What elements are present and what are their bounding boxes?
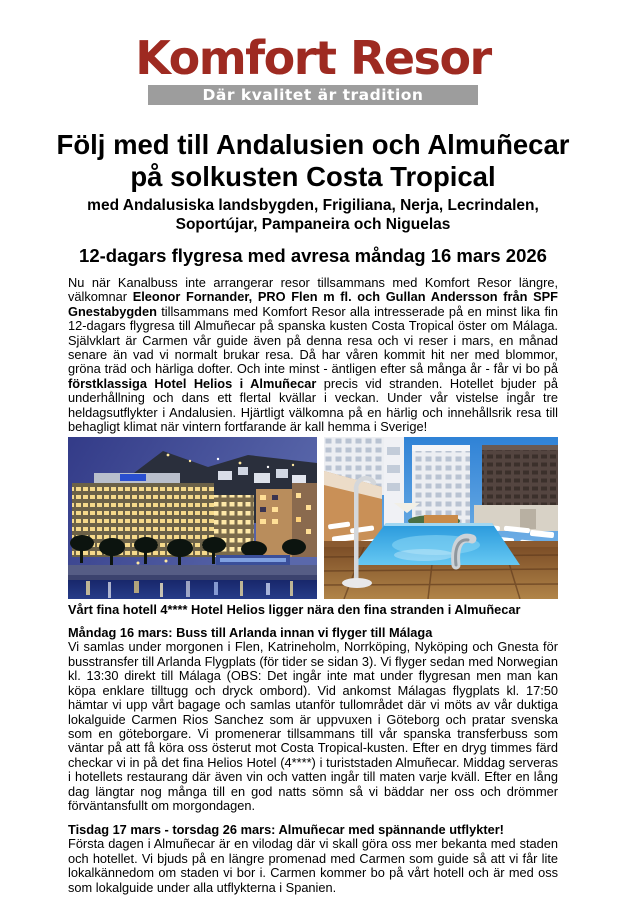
hotel-pool-day-photo: [324, 437, 558, 599]
section-heading: Tisdag 17 mars - torsdag 26 mars: Almuñecar med spännande utflykter!: [68, 822, 504, 838]
page-title: [0, 129, 626, 193]
photo-row: [68, 437, 558, 599]
page-subtitle: [0, 197, 626, 234]
page-subtitle-line1: med Andalusiska landsbygden, Frigiliana, Nerja, Lecrindalen,: [87, 197, 539, 214]
departure-date-heading: 12-dagars flygresa med avresa måndag 16 mars 2026: [79, 245, 547, 266]
section-tisdag-17-torsdag-26-mars: [68, 822, 558, 895]
page-subtitle-line2: Soportújar, Pampaneira och Niguelas: [175, 215, 451, 233]
section-monday-16-mars: [68, 625, 558, 813]
logo-tagline: Där kvalitet är tradition: [202, 86, 424, 104]
section-body: Vi samlas under morgonen i Flen, Katrineholm, Norrköping, Nyköping och Gnesta för busstransfer till Arlanda Flygplats (för tider se sidan 3). Vi flyger sedan med Norwegian kl. 13:30 direkt till Málaga (OBS: Det ingår inte mat under flygresan men man kan köpa enklare tilltugg och dryck ombord). Vid ankomst Málagas flygplats kl. 17:50 hämtar vi upp vårt bagage och samlas utanför tullområdet där vi möts av vår duktiga lokalguide Carmen Rios Sanchez som är uppvuxen i Göteborg och pratar svenska som en göteborgare. Vi promenerar tillsammans till vår spanska transferbuss som väntar på att få köra oss österut mot Costa Tropical-kusten. Efter en dryg timmes färd checkar vi in på det fina Helios Hotel (4****) i turiststaden Almuñecar. Middag serveras i hotellets restaurang där även vin och vatten ingår till maten varje kväll. Efter en lång dag längtar nog många till en god natts sömn så vi bäddar ner oss och drömmer förväntansfullt om morgondagen.: [68, 639, 558, 813]
section-body: Första dagen i Almuñecar är en vilodag där vi skall göra oss mer bekanta med staden och hotellet. Vi bjuds på en längre promenad med Carmen som guide så att vi får lite lokalkännedom om staden vi bor i. Carmen kommer bo på vårt hotell och är med oss som lokalguide under alla utflykterna i Spanien.: [68, 836, 558, 895]
logo-title: Komfort Resor: [135, 31, 491, 85]
hotel-helios-night-photo: [68, 437, 317, 599]
content-column: [68, 276, 558, 895]
section-heading: Måndag 16 mars: Buss till Arlanda innan vi flyger till Málaga: [68, 625, 433, 641]
page-title-line1: Följ med till Andalusien och Almuñecar: [56, 129, 570, 160]
photo-caption: Vårt fina hotell 4**** Hotel Helios ligger nära den fina stranden i Almuñecar: [68, 602, 521, 618]
logo: [0, 0, 626, 105]
intro-paragraph: Nu när Kanalbuss inte arrangerar resor tillsammans med Komfort Resor längre, välkomnar Eleonor Fornander, PRO Flen m fl. och Gullan Andersson från SPF Gnestabygden tillsammans med Komfort Resor alla intresserade på en minst lika fin 12-dagars flygresa till Almuñecar på spanska kusten Costa Tropical öster om Málaga. Självklart är Carmen vår guide även på denna resa och vi reser i mars, en månad senare än vad vi normalt brukar resa. Då har våren kommit hit ner med blommor, gröna träd och härliga dofter. Och inte minst - äntligen efter så många år - får vi bo på förstklassiga Hotel Helios i Almuñecar precis vid stranden. Hotellet bjuder på underhållning och dans ett flertal kvällar i veckan. Under vår vistelse ingår tre heldagsutflykter i Andalusien. Hjärtligt välkomna på en härlig och innehållsrik resa till behagligt klimat när vintern fortfarande är kall hemma i Sverige!: [68, 275, 558, 435]
logo-tagline-bar: [148, 85, 478, 105]
page-title-line2: på solkusten Costa Tropical: [130, 161, 496, 192]
